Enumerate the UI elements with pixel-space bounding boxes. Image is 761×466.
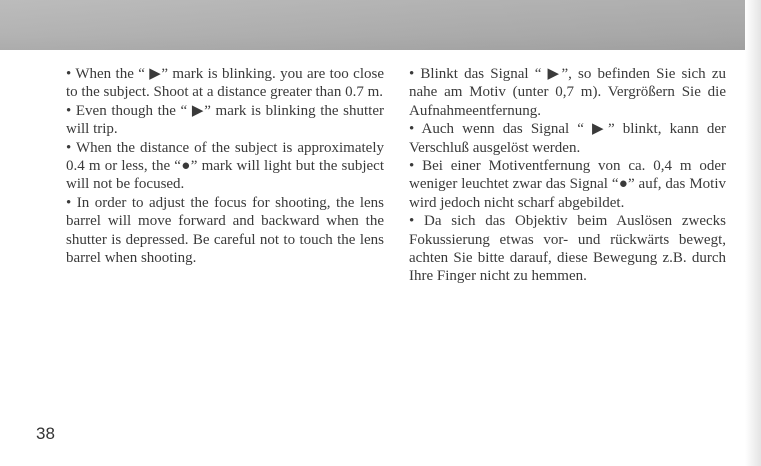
english-paragraph-1: • When the “ ▶” mark is blinking. you are too close to the subject. Shoot at a distance greater than 0.7 m. bbox=[66, 66, 384, 101]
german-paragraph-2: • Auch wenn das Signal “ ▶” blinkt, kann der Verschluß ausgelöst werden. bbox=[409, 121, 726, 156]
german-paragraph-3: • Bei einer Motiventfernung von ca. 0,4 m oder weniger leuchtet zwar das Signal “●” auf, das Motiv wird jedoch nicht scharf abgebildet. bbox=[409, 158, 726, 211]
english-paragraph-3: • When the distance of the subject is approximately 0.4 m or less, the “●” mark will light but the subject will not be focused. bbox=[66, 139, 384, 193]
german-column bbox=[409, 65, 726, 286]
page-number: 38 bbox=[36, 424, 55, 443]
english-paragraph-4: • In order to adjust the focus for shooting, the lens barrel will move forward and backward when the shutter is depressed. Be careful not to touch the lens barrel when shooting. bbox=[66, 194, 384, 267]
english-column bbox=[66, 65, 384, 267]
header-band bbox=[0, 0, 761, 50]
german-paragraph-1: • Blinkt das Signal “ ▶”, so befinden Sie sich zu nahe am Motiv (unter 0,7 m). Vergrößern Sie die Aufnahmeentfernung. bbox=[409, 66, 726, 119]
english-paragraph-2: • Even though the “ ▶” mark is blinking the shutter will trip. bbox=[66, 102, 384, 138]
german-paragraph-4: • Da sich das Objektiv beim Auslösen zwecks Fokussierung etwas vor- und rückwärts bewegt, achten Sie bitte darauf, diese Bewegung z.B. durch Ihre Finger nicht zu hemmen. bbox=[409, 213, 726, 285]
page-edge bbox=[745, 0, 761, 466]
